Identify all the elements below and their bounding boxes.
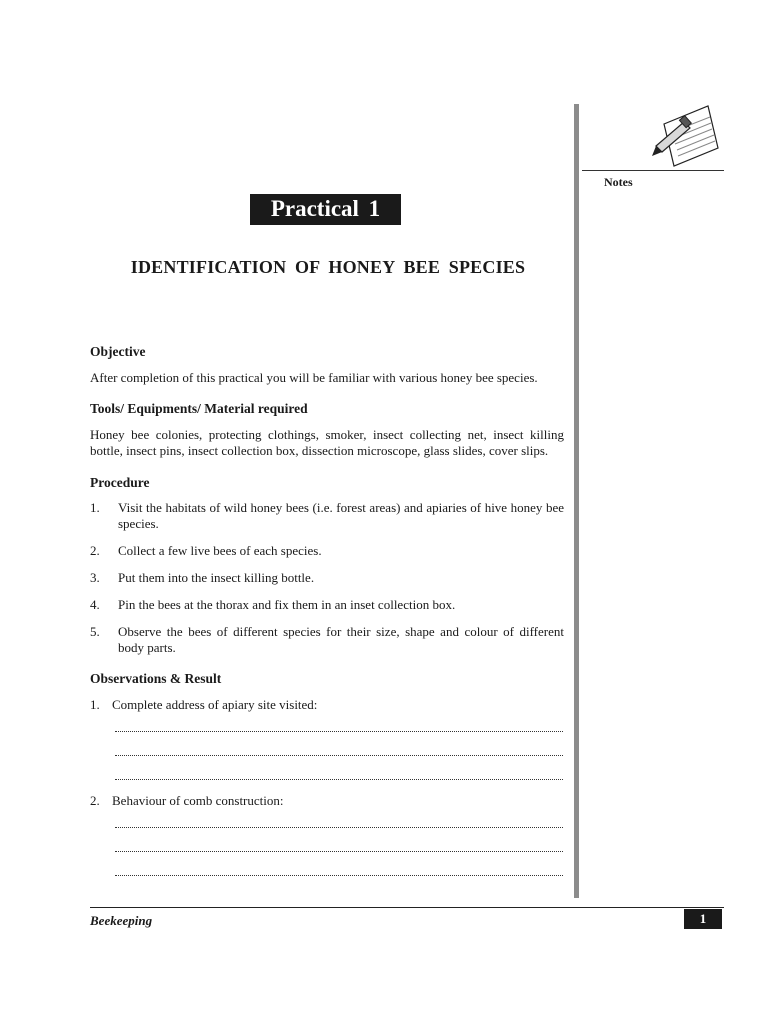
tools-heading: Tools/ Equipments/ Material required: [90, 401, 308, 416]
practical-label: Practical 1: [250, 194, 401, 225]
step-text: Put them into the insect killing bottle.: [118, 570, 315, 585]
procedure-step: [90, 500, 564, 532]
step-text: Observe the bees of different species for their size, shape and colour of different body parts.: [118, 624, 564, 655]
step-number: 3.: [90, 570, 100, 585]
objective-text: After completion of this practical you will be familiar with various honey bee species.: [90, 370, 538, 385]
step-number: 2.: [90, 543, 100, 558]
step-number: 4.: [90, 597, 100, 612]
answer-line: [115, 827, 563, 828]
observation-number: 2.: [90, 793, 100, 808]
answer-line: [115, 875, 563, 876]
observation-text: Complete address of apiary site visited:: [112, 697, 318, 712]
answer-line: [115, 851, 563, 852]
footer-book-title: Beekeeping: [90, 913, 153, 928]
answer-line: [115, 755, 563, 756]
observation-item: [90, 697, 564, 713]
observation-number: 1.: [90, 697, 100, 712]
step-number: 1.: [90, 500, 100, 515]
margin-vertical-bar: [574, 104, 579, 898]
observation-text: Behaviour of comb construction:: [112, 793, 284, 808]
page-number: 1: [684, 909, 722, 929]
step-text: Visit the habitats of wild honey bees (i.e. forest areas) and apiaries of hive honey bee species.: [118, 500, 564, 531]
step-text: Pin the bees at the thorax and fix them in an inset collection box.: [118, 597, 456, 612]
notes-rule: [582, 170, 724, 171]
procedure-step: [90, 543, 564, 559]
answer-line: [115, 779, 563, 780]
answer-line: [115, 731, 563, 732]
tools-text: Honey bee colonies, protecting clothings, smoker, insect collecting net, insect killing bottle, insect pins, insect collection box, dissection microscope, glass slides, cover slips.: [90, 427, 564, 458]
notes-label: Notes: [604, 175, 633, 189]
procedure-step: [90, 624, 564, 656]
step-number: 5.: [90, 624, 100, 639]
observations-heading: Observations & Result: [90, 671, 222, 686]
step-text: Collect a few live bees of each species.: [118, 543, 322, 558]
page-title: IDENTIFICATION OF HONEY BEE SPECIES: [130, 257, 526, 277]
objective-heading: Objective: [90, 344, 146, 359]
observation-item: [90, 793, 564, 809]
footer-rule: [90, 907, 724, 908]
procedure-heading: Procedure: [90, 475, 150, 490]
procedure-step: [90, 597, 564, 613]
procedure-step: [90, 570, 564, 586]
notepad-pencil-icon: [648, 102, 720, 168]
